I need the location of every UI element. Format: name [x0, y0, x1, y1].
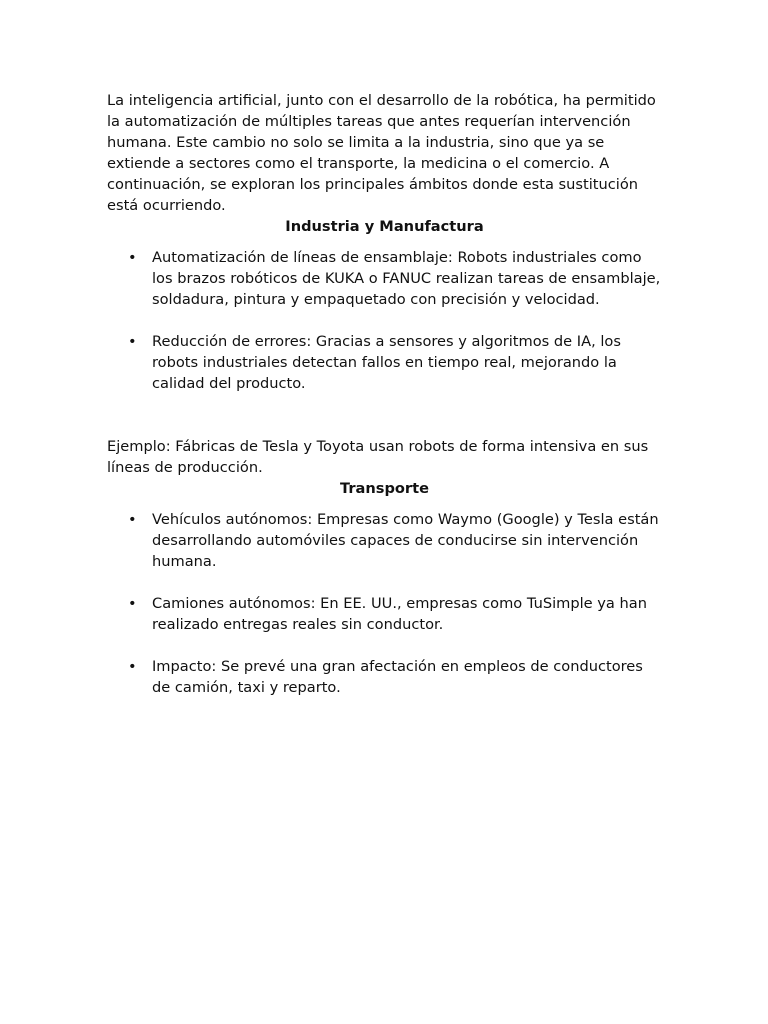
intro-paragraph: La inteligencia artificial, junto con el desarrollo de la robótica, ha permitido la automatización de múltiples tareas que antes requerían intervención humana. Este cambio no solo se limita a la industria, sino que ya se extiende a sectores como el transporte, la medicina o el comercio. A continuación, se exploran los principales ámbitos donde esta sustitución está ocurriendo. [107, 92, 656, 214]
list-item-text: Camiones autónomos: En EE. UU., empresas como TuSimple ya han realizado entregas reales sin conductor. [152, 595, 647, 633]
section-heading-industria: Industria y Manufactura [285, 218, 484, 235]
section-heading-transporte: Transporte [339, 480, 429, 497]
list-item [128, 656, 662, 698]
list-item [128, 593, 662, 635]
list-item [128, 247, 662, 310]
section-industria [107, 216, 662, 478]
bullet-icon: • [128, 333, 137, 350]
document-page [107, 90, 662, 698]
bullet-icon: • [128, 249, 137, 266]
bullet-list-transporte [107, 509, 662, 698]
list-item [128, 509, 662, 572]
bullet-icon: • [128, 511, 137, 528]
section-transporte [107, 478, 662, 698]
list-item-text: Automatización de líneas de ensamblaje: Robots industriales como los brazos robóticos de KUKA o FANUC realizan tareas de ensamblaje, soldadura, pintura y empaquetado con precisión y velocidad. [152, 249, 661, 308]
bullet-icon: • [128, 595, 137, 612]
list-item-text: Reducción de errores: Gracias a sensores y algoritmos de IA, los robots industriales detectan fallos en tiempo real, mejorando la calidad del producto. [152, 333, 621, 392]
list-item-text: Vehículos autónomos: Empresas como Waymo (Google) y Tesla están desarrollando automóviles capaces de conducirse sin intervención humana. [152, 511, 659, 570]
example-paragraph: Ejemplo: Fábricas de Tesla y Toyota usan robots de forma intensiva en sus líneas de producción. [107, 438, 649, 476]
bullet-icon: • [128, 658, 137, 675]
list-item-text: Impacto: Se prevé una gran afectación en empleos de conductores de camión, taxi y reparto. [152, 658, 643, 696]
list-item [128, 331, 662, 394]
bullet-list-industria [107, 247, 662, 394]
